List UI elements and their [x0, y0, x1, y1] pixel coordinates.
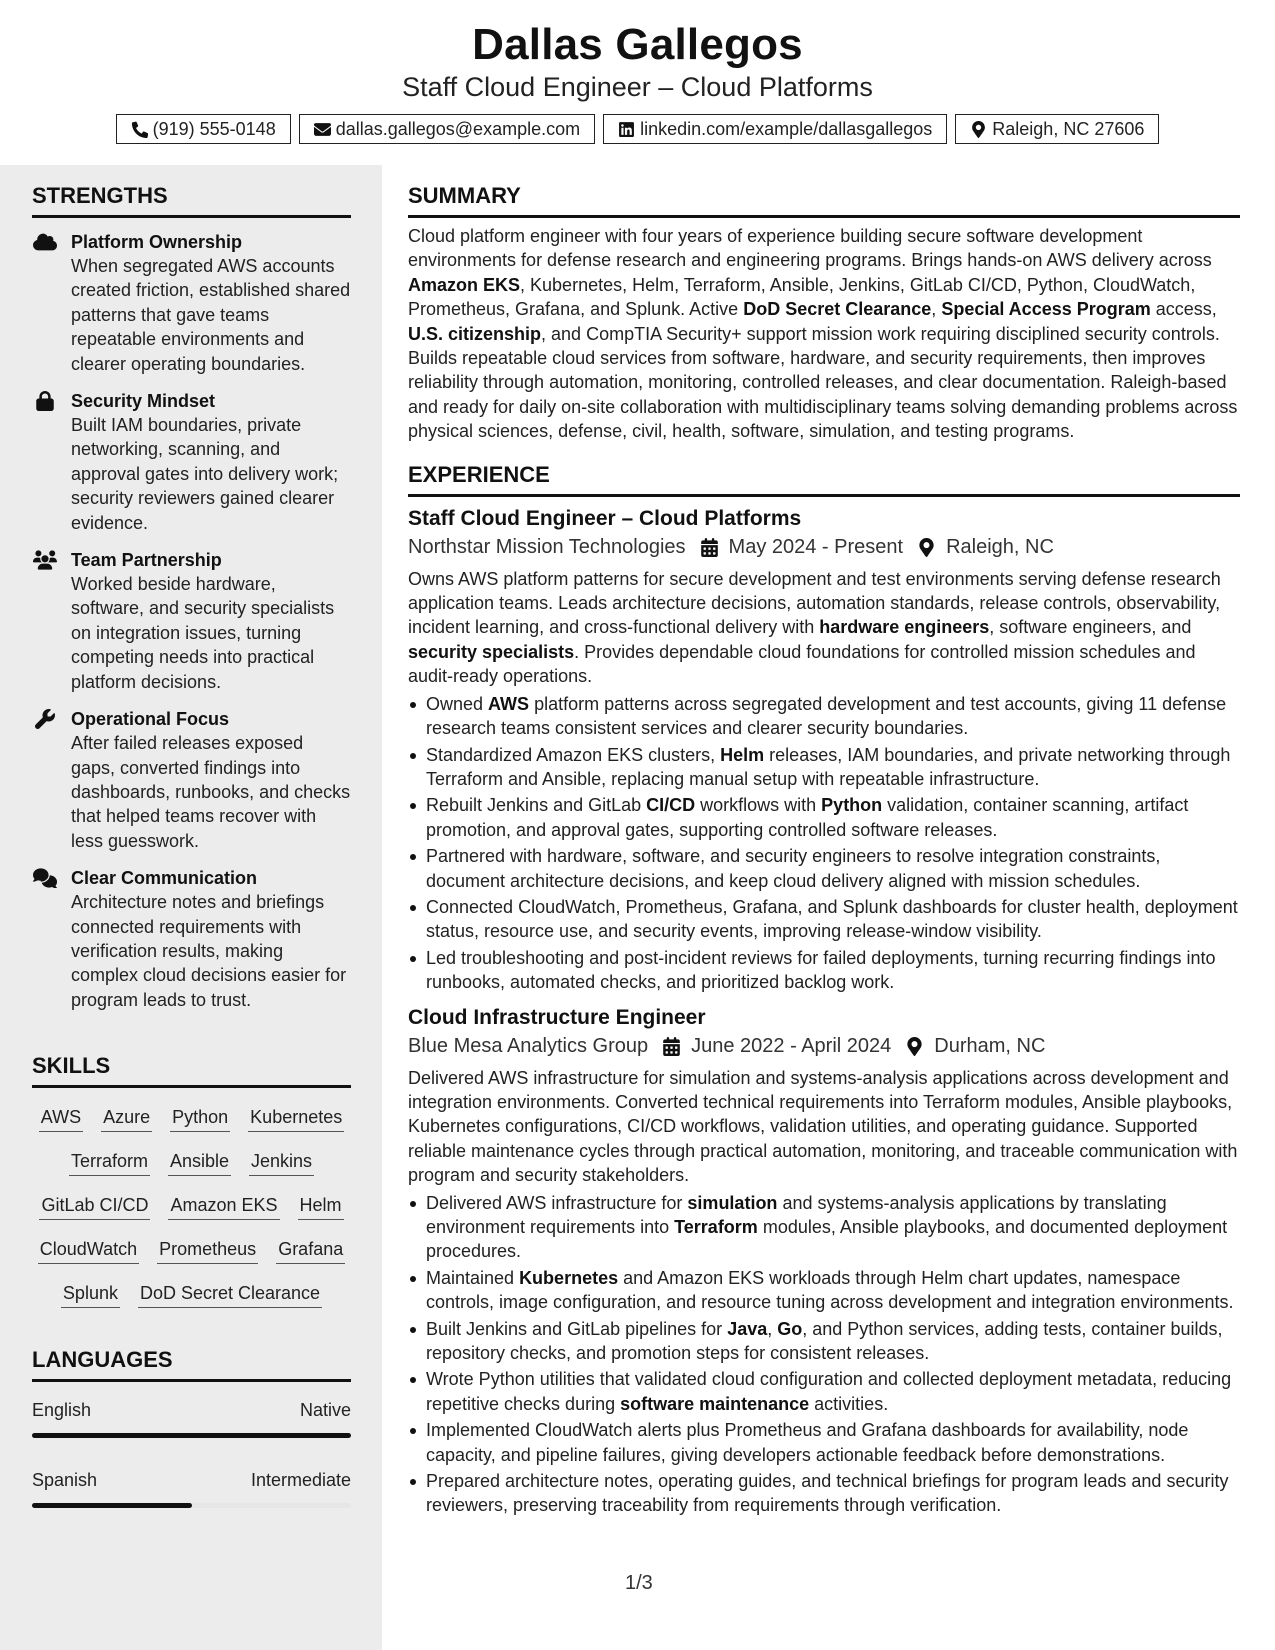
comments-icon — [33, 868, 57, 888]
job-entry — [408, 506, 1240, 995]
strength-item — [32, 548, 351, 694]
strength-text: Architecture notes and briefings connected requirements with verification results, making complex cloud decisions easier for program leads to trust. — [71, 892, 347, 1010]
contact-linkedin[interactable] — [603, 114, 947, 144]
bold-text: Helm — [720, 744, 765, 765]
bullet-item — [408, 692, 1240, 741]
bold-text: simulation — [687, 1192, 778, 1213]
text-run: Cloud platform engineer with four years of experience building secure software development environments for defense research and engineering programs. Brings hands-on AWS delivery across — [408, 226, 1212, 271]
text-run: and systems-analysis applications by translating environment requirements into — [426, 1192, 1167, 1237]
text-run: access, — [1150, 299, 1217, 320]
language-proficiency-fill — [32, 1433, 351, 1438]
bullet-item — [408, 1266, 1240, 1315]
envelope-icon — [314, 121, 331, 138]
text-run: validation, container scanning, artifact promotion, and approval gates, supporting controlled software releases. — [426, 795, 1189, 840]
skill-tag: CloudWatch — [38, 1238, 139, 1264]
sidebar — [0, 165, 382, 1650]
contact-email[interactable] — [299, 114, 595, 144]
skill-tag: DoD Secret Clearance — [138, 1282, 322, 1308]
language-proficiency-bar — [32, 1433, 351, 1438]
skills-section — [32, 1053, 351, 1308]
text-run: Maintained — [426, 1267, 520, 1288]
strength-text: Built IAM boundaries, private networking, scanning, and approval gates into delivery work; security reviewers gained clearer evidence. — [71, 415, 339, 533]
skill-tag: Splunk — [61, 1282, 120, 1308]
strength-text: After failed releases exposed gaps, converted findings into dashboards, runbooks, and checks that helped teams recover with less guesswork. — [71, 733, 351, 851]
job-title: Staff Cloud Engineer – Cloud Platforms — [408, 506, 802, 530]
bullet-item — [408, 1367, 1240, 1416]
text-run: modules, Ansible playbooks, and documented deployment procedures. — [426, 1217, 1228, 1262]
skill-tag: Amazon EKS — [168, 1194, 279, 1220]
bold-text: Python — [821, 795, 883, 816]
job-company: Blue Mesa Analytics Group — [408, 1034, 649, 1057]
bullet-item — [408, 793, 1240, 842]
text-run: releases, IAM boundaries, and private networking through Terraform and Ansible, replacing manual setup with repeatable infrastructure. — [426, 744, 1231, 789]
page-number: 1/3 — [625, 1572, 653, 1594]
language-name: Spanish — [32, 1470, 98, 1490]
bullet-item — [408, 1418, 1240, 1467]
text-run: Rebuilt Jenkins and GitLab — [426, 795, 647, 816]
text-run: , and CompTIA Security+ support mission work requiring disciplined security controls. Builds repeatable cloud services from software, hardware, and security requirements, then improves reliability through automation, monitoring, controlled releases, and clear documentation. Raleigh-based and ready for daily on-site collaboration with multidisciplinary teams solving demanding problems across physical sciences, defense, civil, health, software, simulation, and testing programs. — [408, 323, 1238, 442]
contact-email-text: dallas.gallegos@example.com — [335, 118, 581, 139]
bold-text: hardware engineers — [819, 617, 990, 638]
skill-tag: Grafana — [276, 1238, 345, 1264]
experience-section — [408, 462, 1240, 1518]
skill-tag: Prometheus — [157, 1238, 258, 1264]
job-location: Durham, NC — [934, 1034, 1046, 1057]
strength-item — [32, 866, 351, 1012]
text-run: Standardized Amazon EKS clusters, — [426, 744, 721, 765]
text-run: , Kubernetes, Helm, Terraform, Ansible, Jenkins, GitLab CI/CD, Python, CloudWatch, Prometheus, Grafana, and Splunk. Active — [408, 274, 1196, 320]
job-meta — [408, 536, 1240, 559]
skills-heading: SKILLS — [32, 1053, 351, 1088]
strengths-heading: STRENGTHS — [32, 183, 351, 218]
calendar-icon — [700, 538, 719, 557]
text-run: , — [767, 1318, 778, 1339]
skill-tag: Terraform — [69, 1150, 150, 1176]
text-run: platform patterns across segregated development and test accounts, giving 11 defense research teams consistent services and clearer security boundaries. — [426, 693, 1227, 739]
job-dates: May 2024 - Present — [728, 535, 904, 558]
bold-text: Kubernetes — [519, 1267, 619, 1288]
job-bullets — [408, 1191, 1240, 1518]
skill-tag: Azure — [101, 1106, 152, 1132]
text-run: Partnered with hardware, software, and security engineers to resolve integration constraints, document architecture decisions, and keep cloud delivery aligned with mission schedules. — [426, 846, 1161, 891]
map-pin-icon — [970, 121, 987, 138]
text-run: workflows with — [695, 795, 822, 816]
text-run: Delivered AWS infrastructure for — [426, 1192, 688, 1213]
strength-item — [32, 707, 351, 853]
skills-list — [32, 1106, 351, 1308]
language-name: English — [32, 1400, 92, 1420]
strengths-section — [32, 183, 351, 1012]
job-bullets — [408, 692, 1240, 995]
users-icon — [33, 550, 57, 570]
job-company: Northstar Mission Technologies — [408, 535, 686, 558]
strength-text: When segregated AWS accounts created friction, established shared patterns that gave teams repeatable environments and clearer operating boundaries. — [71, 256, 351, 374]
text-run: Prepared architecture notes, operating guides, and technical briefings for program leads and security reviewers, preserving traceability from requirements through verification. — [426, 1471, 1229, 1516]
skill-tag: Jenkins — [249, 1150, 314, 1176]
language-item — [32, 1400, 351, 1438]
text-run: Owns AWS platform patterns for secure development and test environments serving defense research application teams. Leads architecture decisions, automation standards, release controls, observability, incident learning, and cross-functional delivery with — [408, 568, 1221, 638]
summary-section — [408, 183, 1240, 444]
text-run: Owned — [426, 693, 489, 714]
bold-text: U.S. citizenship — [408, 323, 542, 344]
job-description — [408, 567, 1240, 689]
strength-item — [32, 230, 351, 376]
wrench-icon — [33, 709, 57, 729]
languages-heading: LANGUAGES — [32, 1347, 351, 1382]
contact-linkedin-text: linkedin.com/example/dallasgallegos — [640, 118, 933, 139]
strength-title: Operational Focus — [71, 709, 230, 730]
bullet-item — [408, 1317, 1240, 1366]
strength-title: Platform Ownership — [71, 232, 243, 252]
bullet-item — [408, 844, 1240, 893]
language-item — [32, 1470, 351, 1508]
bullet-item — [408, 946, 1240, 995]
bold-text: Go — [777, 1318, 803, 1339]
bullet-item — [408, 743, 1240, 792]
bold-text: DoD Secret Clearance — [743, 299, 932, 320]
lock-icon — [33, 391, 57, 411]
text-run: Built Jenkins and GitLab pipelines for — [426, 1318, 728, 1339]
resume-header — [0, 0, 1275, 165]
language-proficiency-bar — [32, 1503, 351, 1508]
text-run: Delivered AWS infrastructure for simulation and systems-analysis applications across development and integration environments. Converted technical requirements into Terraform modules, Ansible playbooks, Kubernetes configurations, CI/CD workflows, validation utilities, and operating guidance. Supported reliable maintenance cycles through practical automation, monitoring, and traceable communication with program and security stakeholders. — [408, 1067, 1238, 1186]
candidate-title: Staff Cloud Engineer – Cloud Platforms — [402, 72, 873, 102]
bullet-item — [408, 1469, 1240, 1518]
bullet-item — [408, 1191, 1240, 1264]
text-run: , — [931, 299, 942, 320]
text-run: , and Python services, adding tests, container builds, repository checks, and promotion steps for consistent releases. — [426, 1318, 1223, 1364]
job-entry — [408, 1005, 1240, 1518]
summary-heading: SUMMARY — [408, 183, 1240, 218]
skill-tag: GitLab CI/CD — [39, 1194, 150, 1220]
skill-tag: Helm — [298, 1194, 344, 1220]
text-run: Connected CloudWatch, Prometheus, Grafana, and Splunk dashboards for cluster health, deployment status, resource use, and security events, improving release-window visibility. — [426, 896, 1238, 942]
bold-text: AWS — [488, 693, 530, 714]
contact-phone-text: (919) 555-0148 — [152, 118, 276, 139]
text-run: activities. — [809, 1393, 889, 1414]
bold-text: Special Access Program — [941, 299, 1151, 320]
phone-icon — [131, 121, 148, 138]
summary-text — [408, 224, 1240, 444]
bold-text: Java — [727, 1318, 768, 1339]
bullet-item — [408, 895, 1240, 944]
skill-tag: Ansible — [168, 1150, 231, 1176]
skill-tag: AWS — [39, 1106, 83, 1132]
map-pin-icon — [905, 1037, 924, 1056]
cloud-icon — [33, 232, 57, 252]
language-level: Intermediate — [250, 1470, 351, 1490]
languages-section — [32, 1347, 351, 1508]
job-title: Cloud Infrastructure Engineer — [408, 1005, 706, 1029]
bold-text: CI/CD — [646, 795, 696, 816]
contact-location — [955, 114, 1159, 144]
language-proficiency-fill — [32, 1503, 192, 1508]
contact-bar — [0, 114, 1275, 144]
text-run: Wrote Python utilities that validated cloud configuration and collected deployment metadata, reducing repetitive checks during — [426, 1369, 1232, 1414]
bold-text: security specialists — [408, 641, 575, 662]
contact-location-text: Raleigh, NC 27606 — [992, 118, 1145, 139]
experience-heading: EXPERIENCE — [408, 462, 1240, 497]
linkedin-icon — [618, 121, 635, 138]
calendar-icon — [662, 1037, 681, 1056]
map-pin-icon — [917, 538, 936, 557]
job-meta — [408, 1035, 1240, 1058]
text-run: Implemented CloudWatch alerts plus Prometheus and Grafana dashboards for availability, node capacity, and pipeline failures, giving developers actionable feedback before demonstrations. — [426, 1420, 1189, 1465]
strength-title: Clear Communication — [71, 868, 258, 889]
job-description — [408, 1066, 1240, 1188]
strength-text: Worked beside hardware, software, and security specialists on integration issues, turning competing needs into practical platform decisions. — [71, 574, 335, 692]
candidate-name: Dallas Gallegos — [472, 20, 803, 69]
text-run: , software engineers, and — [989, 617, 1192, 638]
language-level: Native — [299, 1400, 351, 1420]
skill-tag: Kubernetes — [248, 1106, 344, 1132]
skill-tag: Python — [170, 1106, 230, 1132]
strength-title: Team Partnership — [71, 550, 222, 571]
contact-phone[interactable] — [116, 114, 291, 144]
job-location: Raleigh, NC — [946, 535, 1054, 558]
bold-text: software maintenance — [620, 1393, 810, 1414]
text-run: Led troubleshooting and post-incident reviews for failed deployments, turning recurring findings into runbooks, automated checks, and prioritized backlog work. — [426, 947, 1216, 993]
text-run: and Amazon EKS workloads through Helm chart updates, namespace controls, image configuration, and resource tuning across development and integration environments. — [426, 1267, 1234, 1313]
strength-title: Security Mindset — [71, 391, 216, 412]
text-run: . Provides dependable cloud foundations for controlled mission schedules and audit-ready operations. — [408, 641, 1196, 687]
main-content — [408, 165, 1240, 1520]
bold-text: Amazon EKS — [408, 274, 521, 295]
job-dates: June 2022 - April 2024 — [691, 1034, 892, 1057]
bold-text: Terraform — [674, 1217, 758, 1237]
strength-item — [32, 389, 351, 535]
